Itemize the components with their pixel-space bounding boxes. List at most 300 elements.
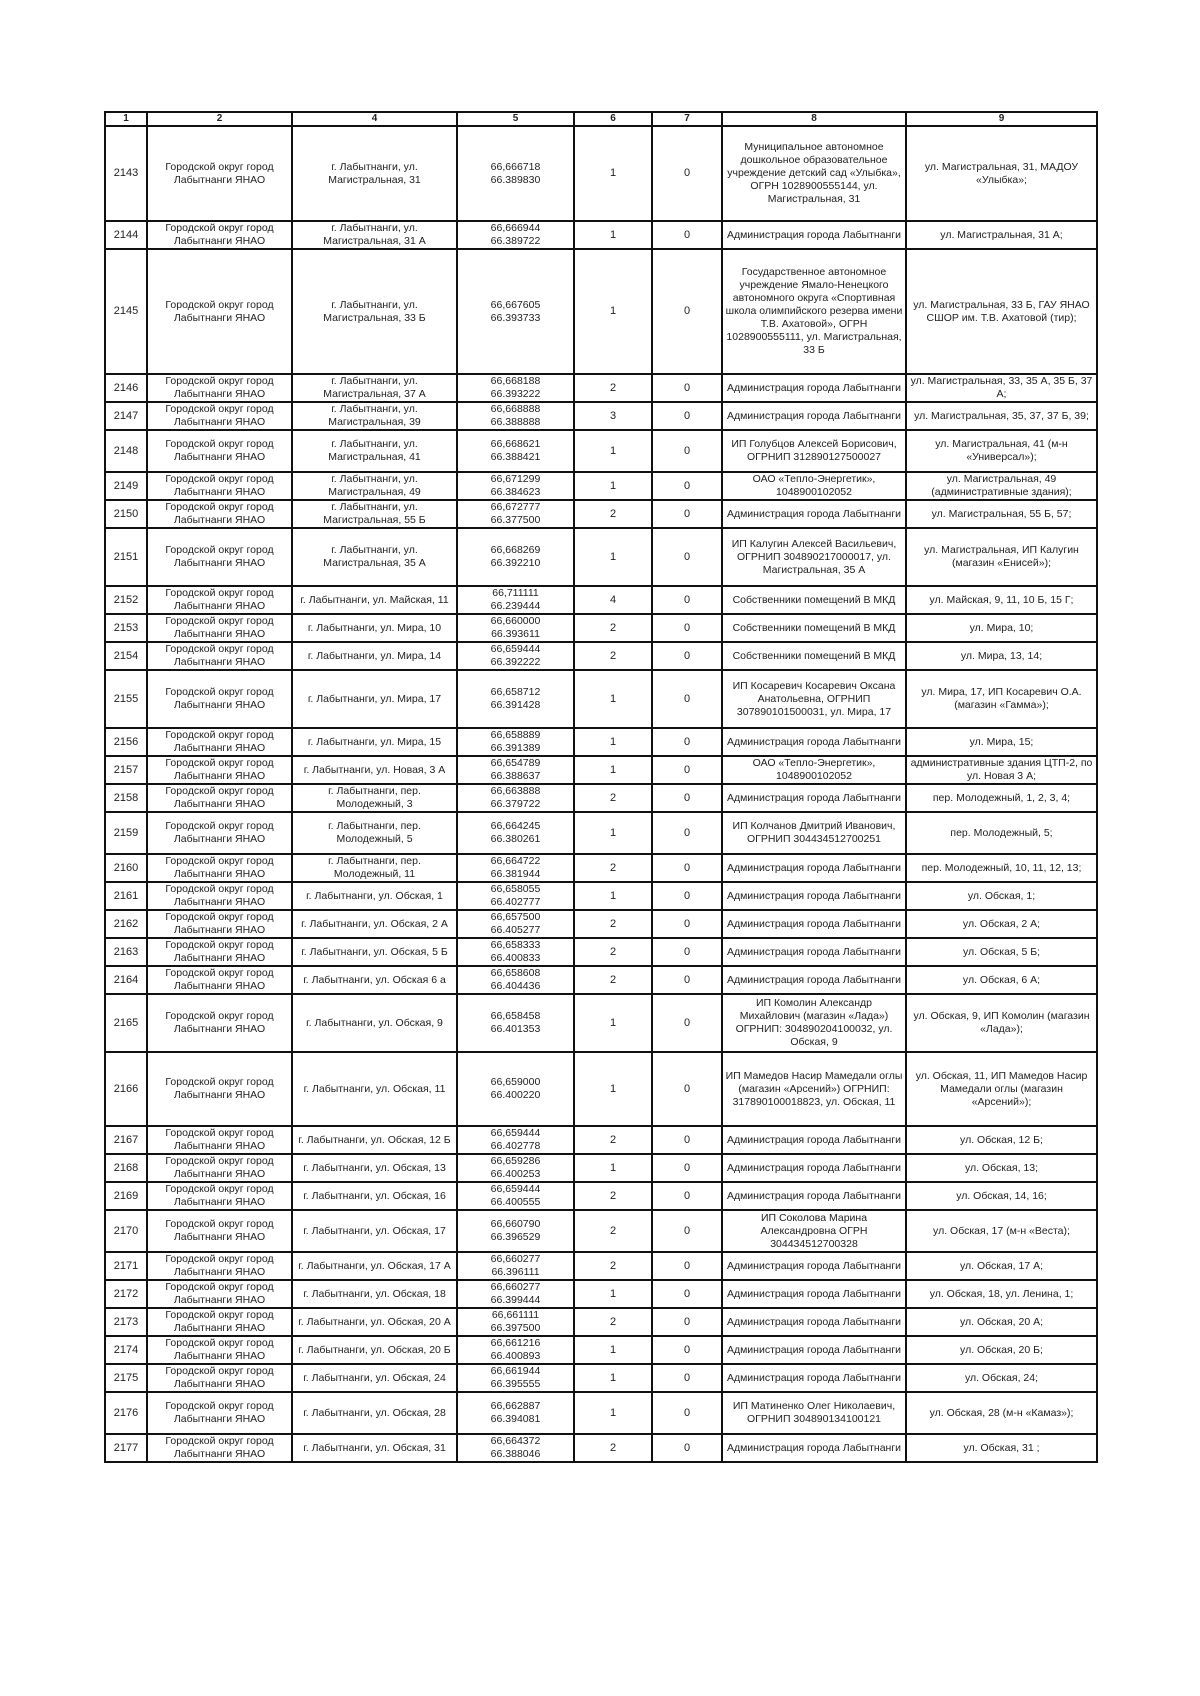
service-area-cell: пер. Молодежный, 10, 11, 12, 13; [906,854,1097,882]
address-cell: г. Лабытнанги, ул. Магистральная, 31 [292,126,457,221]
table-row [105,1210,1097,1252]
address-cell: г. Лабытнанги, ул. Обская, 17 [292,1210,457,1252]
zero-cell: 0 [652,784,722,812]
municipality-cell: Городской округ город Лабытнанги ЯНАО [147,938,292,966]
zero-cell: 0 [652,670,722,728]
owner-cell: ИП Комолин Александр Михайлович (магазин «Лада») ОГРНИП: 304890204100032, ул. Обская, 9 [722,994,906,1052]
table-row [105,528,1097,586]
count-cell: 2 [574,784,652,812]
owner-cell: ОАО «Тепло-Энергетик», 1048900102052 [722,756,906,784]
coordinates-cell: 66,711111 66.239444 [457,586,574,614]
table-row [105,938,1097,966]
service-area-cell: ул. Майская, 9, 11, 10 Б, 15 Г; [906,586,1097,614]
row-number-cell: 2159 [105,812,147,854]
municipality-cell: Городской округ город Лабытнанги ЯНАО [147,812,292,854]
row-number-cell: 2165 [105,994,147,1052]
address-cell: г. Лабытнанги, ул. Обская, 11 [292,1052,457,1126]
count-cell: 2 [574,1434,652,1462]
address-cell: г. Лабытнанги, ул. Магистральная, 55 Б [292,500,457,528]
column-header: 8 [722,112,906,126]
zero-cell: 0 [652,500,722,528]
count-cell: 1 [574,249,652,374]
address-cell: г. Лабытнанги, пер. Молодежный, 3 [292,784,457,812]
municipality-cell: Городской округ город Лабытнанги ЯНАО [147,1392,292,1434]
count-cell: 2 [574,614,652,642]
coordinates-cell: 66,662887 66.394081 [457,1392,574,1434]
owner-cell: Администрация города Лабытнанги [722,1434,906,1462]
coordinates-cell: 66,659444 66.392222 [457,642,574,670]
table-row [105,1308,1097,1336]
owner-cell: ИП Мамедов Насир Мамедали оглы (магазин «Арсений») ОГРНИП: 317890100018823, ул. Обская, 11 [722,1052,906,1126]
count-cell: 1 [574,1052,652,1126]
address-cell: г. Лабытнанги, ул. Магистральная, 31 А [292,221,457,249]
table-row [105,854,1097,882]
address-cell: г. Лабытнанги, ул. Магистральная, 37 А [292,374,457,402]
municipality-cell: Городской округ город Лабытнанги ЯНАО [147,966,292,994]
service-area-cell: пер. Молодежный, 1, 2, 3, 4; [906,784,1097,812]
address-cell: г. Лабытнанги, ул. Майская, 11 [292,586,457,614]
service-area-cell: ул. Обская, 28 (м-н «Камаз»); [906,1392,1097,1434]
municipality-cell: Городской округ город Лабытнанги ЯНАО [147,586,292,614]
service-area-cell: ул. Обская, 17 (м-н «Веста); [906,1210,1097,1252]
zero-cell: 0 [652,756,722,784]
coordinates-cell: 66,668621 66.388421 [457,430,574,472]
zero-cell: 0 [652,430,722,472]
count-cell: 4 [574,586,652,614]
zero-cell: 0 [652,221,722,249]
service-area-cell: ул. Магистральная, 33 Б, ГАУ ЯНАО СШОР им. Т.В. Ахатовой (тир); [906,249,1097,374]
service-area-cell: ул. Мира, 15; [906,728,1097,756]
service-area-cell: ул. Обская, 20 Б; [906,1336,1097,1364]
row-number-cell: 2172 [105,1280,147,1308]
address-cell: г. Лабытнанги, ул. Обская, 24 [292,1364,457,1392]
row-number-cell: 2152 [105,586,147,614]
service-area-cell: ул. Магистральная, 31 А; [906,221,1097,249]
zero-cell: 0 [652,966,722,994]
municipality-cell: Городской округ город Лабытнанги ЯНАО [147,1434,292,1462]
address-cell: г. Лабытнанги, ул. Мира, 10 [292,614,457,642]
count-cell: 1 [574,528,652,586]
zero-cell: 0 [652,994,722,1052]
count-cell: 1 [574,1364,652,1392]
owner-cell: Администрация города Лабытнанги [722,910,906,938]
address-cell: г. Лабытнанги, пер. Молодежный, 11 [292,854,457,882]
municipality-cell: Городской округ город Лабытнанги ЯНАО [147,756,292,784]
owner-cell: ИП Косаревич Косаревич Оксана Анатольевна, ОГРНИП 307890101500031, ул. Мира, 17 [722,670,906,728]
count-cell: 2 [574,910,652,938]
municipality-cell: Городской округ город Лабытнанги ЯНАО [147,1182,292,1210]
column-header: 6 [574,112,652,126]
municipality-cell: Городской округ город Лабытнанги ЯНАО [147,221,292,249]
address-cell: г. Лабытнанги, ул. Обская, 9 [292,994,457,1052]
zero-cell: 0 [652,938,722,966]
count-cell: 1 [574,472,652,500]
row-number-cell: 2175 [105,1364,147,1392]
table-row [105,670,1097,728]
service-area-cell: ул. Магистральная, 33, 35 А, 35 Б, 37 А; [906,374,1097,402]
row-number-cell: 2170 [105,1210,147,1252]
address-cell: г. Лабытнанги, ул. Обская, 12 Б [292,1126,457,1154]
zero-cell: 0 [652,1280,722,1308]
table-row [105,1280,1097,1308]
municipality-cell: Городской округ город Лабытнанги ЯНАО [147,854,292,882]
coordinates-cell: 66,661111 66.397500 [457,1308,574,1336]
address-cell: г. Лабытнанги, ул. Обская, 31 [292,1434,457,1462]
table-row [105,126,1097,221]
coordinates-cell: 66,660277 66.396111 [457,1252,574,1280]
coordinates-cell: 66,661944 66.395555 [457,1364,574,1392]
row-number-cell: 2173 [105,1308,147,1336]
row-number-cell: 2160 [105,854,147,882]
address-cell: г. Лабытнанги, ул. Обская, 16 [292,1182,457,1210]
count-cell: 1 [574,126,652,221]
service-area-cell: ул. Магистральная, 31, МАДОУ «Улыбка»; [906,126,1097,221]
service-area-cell: ул. Обская, 9, ИП Комолин (магазин «Лада»); [906,994,1097,1052]
table-row [105,1182,1097,1210]
table-row [105,402,1097,430]
service-area-cell: ул. Мира, 10; [906,614,1097,642]
count-cell: 2 [574,374,652,402]
row-number-cell: 2147 [105,402,147,430]
coordinates-cell: 66,658712 66.391428 [457,670,574,728]
owner-cell: Администрация города Лабытнанги [722,1126,906,1154]
table-row [105,1052,1097,1126]
zero-cell: 0 [652,402,722,430]
address-cell: г. Лабытнанги, ул. Мира, 17 [292,670,457,728]
address-cell: г. Лабытнанги, ул. Новая, 3 А [292,756,457,784]
owner-cell: Администрация города Лабытнанги [722,402,906,430]
count-cell: 2 [574,642,652,670]
row-number-cell: 2176 [105,1392,147,1434]
address-cell: г. Лабытнанги, пер. Молодежный, 5 [292,812,457,854]
row-number-cell: 2150 [105,500,147,528]
table-row [105,221,1097,249]
row-number-cell: 2169 [105,1182,147,1210]
row-number-cell: 2162 [105,910,147,938]
column-header: 5 [457,112,574,126]
count-cell: 2 [574,1126,652,1154]
municipality-cell: Городской округ город Лабытнанги ЯНАО [147,1308,292,1336]
municipality-cell: Городской округ город Лабытнанги ЯНАО [147,374,292,402]
zero-cell: 0 [652,472,722,500]
address-cell: г. Лабытнанги, ул. Обская, 28 [292,1392,457,1434]
address-cell: г. Лабытнанги, ул. Обская, 20 А [292,1308,457,1336]
table-row [105,642,1097,670]
owner-cell: Государственное автономное учреждение Ямало-Ненецкого автономного округа «Спортивная школа олимпийского резерва имени Т.В. Ахатовой», ОГРН 1028900555111, ул. Магистральная, 33 Б [722,249,906,374]
address-cell: г. Лабытнанги, ул. Обская 6 а [292,966,457,994]
count-cell: 1 [574,882,652,910]
count-cell: 1 [574,728,652,756]
count-cell: 1 [574,756,652,784]
coordinates-cell: 66,659000 66.400220 [457,1052,574,1126]
municipality-cell: Городской округ город Лабытнанги ЯНАО [147,670,292,728]
count-cell: 2 [574,1252,652,1280]
row-number-cell: 2171 [105,1252,147,1280]
service-area-cell: ул. Обская, 24; [906,1364,1097,1392]
coordinates-cell: 66,668888 66.388888 [457,402,574,430]
count-cell: 2 [574,1210,652,1252]
zero-cell: 0 [652,1052,722,1126]
count-cell: 2 [574,1182,652,1210]
row-number-cell: 2157 [105,756,147,784]
municipality-cell: Городской округ город Лабытнанги ЯНАО [147,1364,292,1392]
municipality-cell: Городской округ город Лабытнанги ЯНАО [147,1252,292,1280]
municipality-cell: Городской округ город Лабытнанги ЯНАО [147,472,292,500]
owner-cell: Администрация города Лабытнанги [722,1364,906,1392]
service-area-cell: ул. Магистральная, 49 (административные здания); [906,472,1097,500]
service-area-cell: ул. Обская, 18, ул. Ленина, 1; [906,1280,1097,1308]
coordinates-cell: 66,657500 66.405277 [457,910,574,938]
table-row [105,966,1097,994]
address-cell: г. Лабытнанги, ул. Магистральная, 39 [292,402,457,430]
table-row [105,430,1097,472]
count-cell: 1 [574,1154,652,1182]
owner-cell: ИП Матиненко Олег Николаевич, ОГРНИП 304890134100121 [722,1392,906,1434]
row-number-cell: 2145 [105,249,147,374]
table-row [105,812,1097,854]
owner-cell: Администрация города Лабытнанги [722,1154,906,1182]
municipality-cell: Городской округ город Лабытнанги ЯНАО [147,882,292,910]
count-cell: 1 [574,430,652,472]
municipality-cell: Городской округ город Лабытнанги ЯНАО [147,1210,292,1252]
zero-cell: 0 [652,1154,722,1182]
address-cell: г. Лабытнанги, ул. Мира, 14 [292,642,457,670]
service-area-cell: ул. Обская, 31 ; [906,1434,1097,1462]
coordinates-cell: 66,668269 66.392210 [457,528,574,586]
coordinates-cell: 66,664372 66.388046 [457,1434,574,1462]
owner-cell: ИП Соколова Марина Александровна ОГРН 304434512700328 [722,1210,906,1252]
zero-cell: 0 [652,642,722,670]
row-number-cell: 2177 [105,1434,147,1462]
owner-cell: Муниципальное автономное дошкольное образовательное учреждение детский сад «Улыбка», ОГРН 1028900555144, ул. Магистральная, 31 [722,126,906,221]
count-cell: 2 [574,1308,652,1336]
municipality-cell: Городской округ город Лабытнанги ЯНАО [147,642,292,670]
row-number-cell: 2151 [105,528,147,586]
owner-cell: Собственники помещений В МКД [722,642,906,670]
zero-cell: 0 [652,854,722,882]
registry-table [104,111,1098,1463]
coordinates-cell: 66,672777 66.377500 [457,500,574,528]
service-area-cell: ул. Магистральная, 41 (м-н «Универсал»); [906,430,1097,472]
municipality-cell: Городской округ город Лабытнанги ЯНАО [147,994,292,1052]
zero-cell: 0 [652,1336,722,1364]
coordinates-cell: 66,660277 66.399444 [457,1280,574,1308]
municipality-cell: Городской округ город Лабытнанги ЯНАО [147,402,292,430]
address-cell: г. Лабытнанги, ул. Обская, 13 [292,1154,457,1182]
coordinates-cell: 66,660000 66.393611 [457,614,574,642]
count-cell: 3 [574,402,652,430]
table-row [105,784,1097,812]
zero-cell: 0 [652,1182,722,1210]
service-area-cell: ул. Магистральная, ИП Калугин (магазин «Енисей»); [906,528,1097,586]
table-row [105,472,1097,500]
row-number-cell: 2146 [105,374,147,402]
owner-cell: Администрация города Лабытнанги [722,966,906,994]
coordinates-cell: 66,664722 66.381944 [457,854,574,882]
coordinates-cell: 66,664245 66.380261 [457,812,574,854]
count-cell: 1 [574,1392,652,1434]
row-number-cell: 2156 [105,728,147,756]
owner-cell: ИП Калугин Алексей Васильевич, ОГРНИП 304890217000017, ул. Магистральная, 35 А [722,528,906,586]
coordinates-cell: 66,667605 66.393733 [457,249,574,374]
column-header: 7 [652,112,722,126]
table-row [105,728,1097,756]
municipality-cell: Городской округ город Лабытнанги ЯНАО [147,500,292,528]
zero-cell: 0 [652,812,722,854]
zero-cell: 0 [652,1434,722,1462]
zero-cell: 0 [652,586,722,614]
table-row [105,249,1097,374]
coordinates-cell: 66,654789 66.388637 [457,756,574,784]
coordinates-cell: 66,671299 66.384623 [457,472,574,500]
zero-cell: 0 [652,374,722,402]
service-area-cell: пер. Молодежный, 5; [906,812,1097,854]
coordinates-cell: 66,658055 66.402777 [457,882,574,910]
owner-cell: Администрация города Лабытнанги [722,221,906,249]
column-header: 2 [147,112,292,126]
owner-cell: Администрация города Лабытнанги [722,1182,906,1210]
municipality-cell: Городской округ город Лабытнанги ЯНАО [147,784,292,812]
owner-cell: Администрация города Лабытнанги [722,1336,906,1364]
zero-cell: 0 [652,126,722,221]
table-row [105,1252,1097,1280]
table-row [105,374,1097,402]
row-number-cell: 2163 [105,938,147,966]
address-cell: г. Лабытнанги, ул. Магистральная, 35 А [292,528,457,586]
row-number-cell: 2155 [105,670,147,728]
table-row [105,1434,1097,1462]
header-row [105,112,1097,126]
count-cell: 1 [574,221,652,249]
count-cell: 2 [574,854,652,882]
row-number-cell: 2164 [105,966,147,994]
service-area-cell: ул. Обская, 2 А; [906,910,1097,938]
owner-cell: ОАО «Тепло-Энергетик», 1048900102052 [722,472,906,500]
service-area-cell: ул. Обская, 14, 16; [906,1182,1097,1210]
count-cell: 1 [574,670,652,728]
owner-cell: Собственники помещений В МКД [722,614,906,642]
row-number-cell: 2149 [105,472,147,500]
service-area-cell: ул. Обская, 12 Б; [906,1126,1097,1154]
address-cell: г. Лабытнанги, ул. Магистральная, 41 [292,430,457,472]
count-cell: 1 [574,1336,652,1364]
address-cell: г. Лабытнанги, ул. Магистральная, 49 [292,472,457,500]
row-number-cell: 2144 [105,221,147,249]
municipality-cell: Городской округ город Лабытнанги ЯНАО [147,910,292,938]
address-cell: г. Лабытнанги, ул. Обская, 18 [292,1280,457,1308]
zero-cell: 0 [652,1364,722,1392]
owner-cell: Администрация города Лабытнанги [722,374,906,402]
count-cell: 1 [574,812,652,854]
row-number-cell: 2168 [105,1154,147,1182]
zero-cell: 0 [652,1210,722,1252]
service-area-cell: ул. Мира, 13, 14; [906,642,1097,670]
address-cell: г. Лабытнанги, ул. Обская, 17 А [292,1252,457,1280]
row-number-cell: 2161 [105,882,147,910]
table-row [105,756,1097,784]
coordinates-cell: 66,658458 66.401353 [457,994,574,1052]
owner-cell: Администрация города Лабытнанги [722,882,906,910]
count-cell: 2 [574,966,652,994]
coordinates-cell: 66,659444 66.400555 [457,1182,574,1210]
row-number-cell: 2167 [105,1126,147,1154]
service-area-cell: административные здания ЦТП-2, по ул. Новая 3 А; [906,756,1097,784]
owner-cell: Администрация города Лабытнанги [722,1252,906,1280]
service-area-cell: ул. Обская, 17 А; [906,1252,1097,1280]
count-cell: 2 [574,938,652,966]
service-area-cell: ул. Магистральная, 35, 37, 37 Б, 39; [906,402,1097,430]
coordinates-cell: 66,658333 66.400833 [457,938,574,966]
municipality-cell: Городской округ город Лабытнанги ЯНАО [147,1126,292,1154]
owner-cell: Администрация города Лабытнанги [722,854,906,882]
municipality-cell: Городской округ город Лабытнанги ЯНАО [147,1280,292,1308]
row-number-cell: 2158 [105,784,147,812]
coordinates-cell: 66,661216 66.400893 [457,1336,574,1364]
address-cell: г. Лабытнанги, ул. Обская, 2 А [292,910,457,938]
coordinates-cell: 66,659286 66.400253 [457,1154,574,1182]
table-row [105,1364,1097,1392]
owner-cell: Администрация города Лабытнанги [722,784,906,812]
coordinates-cell: 66,658889 66.391389 [457,728,574,756]
municipality-cell: Городской округ город Лабытнанги ЯНАО [147,126,292,221]
coordinates-cell: 66,659444 66.402778 [457,1126,574,1154]
coordinates-cell: 66,663888 66.379722 [457,784,574,812]
registry-table-sheet [104,111,1096,1463]
table-row [105,1126,1097,1154]
zero-cell: 0 [652,910,722,938]
row-number-cell: 2148 [105,430,147,472]
service-area-cell: ул. Обская, 6 А; [906,966,1097,994]
table-row [105,994,1097,1052]
municipality-cell: Городской округ город Лабытнанги ЯНАО [147,728,292,756]
column-header: 4 [292,112,457,126]
owner-cell: Администрация города Лабытнанги [722,938,906,966]
table-row [105,1392,1097,1434]
count-cell: 1 [574,1280,652,1308]
municipality-cell: Городской округ город Лабытнанги ЯНАО [147,249,292,374]
count-cell: 1 [574,994,652,1052]
service-area-cell: ул. Обская, 11, ИП Мамедов Насир Мамедали оглы (магазин «Арсений»); [906,1052,1097,1126]
municipality-cell: Городской округ город Лабытнанги ЯНАО [147,528,292,586]
column-header: 9 [906,112,1097,126]
zero-cell: 0 [652,882,722,910]
row-number-cell: 2153 [105,614,147,642]
zero-cell: 0 [652,1126,722,1154]
address-cell: г. Лабытнанги, ул. Магистральная, 33 Б [292,249,457,374]
row-number-cell: 2174 [105,1336,147,1364]
owner-cell: Администрация города Лабытнанги [722,1280,906,1308]
count-cell: 2 [574,500,652,528]
coordinates-cell: 66,666718 66.389830 [457,126,574,221]
service-area-cell: ул. Обская, 20 А; [906,1308,1097,1336]
zero-cell: 0 [652,614,722,642]
owner-cell: Администрация города Лабытнанги [722,1308,906,1336]
municipality-cell: Городской округ город Лабытнанги ЯНАО [147,430,292,472]
table-row [105,1154,1097,1182]
address-cell: г. Лабытнанги, ул. Обская, 20 Б [292,1336,457,1364]
zero-cell: 0 [652,1308,722,1336]
table-row [105,614,1097,642]
table-row [105,910,1097,938]
service-area-cell: ул. Обская, 13; [906,1154,1097,1182]
zero-cell: 0 [652,1392,722,1434]
address-cell: г. Лабытнанги, ул. Обская, 5 Б [292,938,457,966]
coordinates-cell: 66,668188 66.393222 [457,374,574,402]
service-area-cell: ул. Обская, 5 Б; [906,938,1097,966]
owner-cell: Собственники помещений В МКД [722,586,906,614]
owner-cell: Администрация города Лабытнанги [722,500,906,528]
address-cell: г. Лабытнанги, ул. Обская, 1 [292,882,457,910]
